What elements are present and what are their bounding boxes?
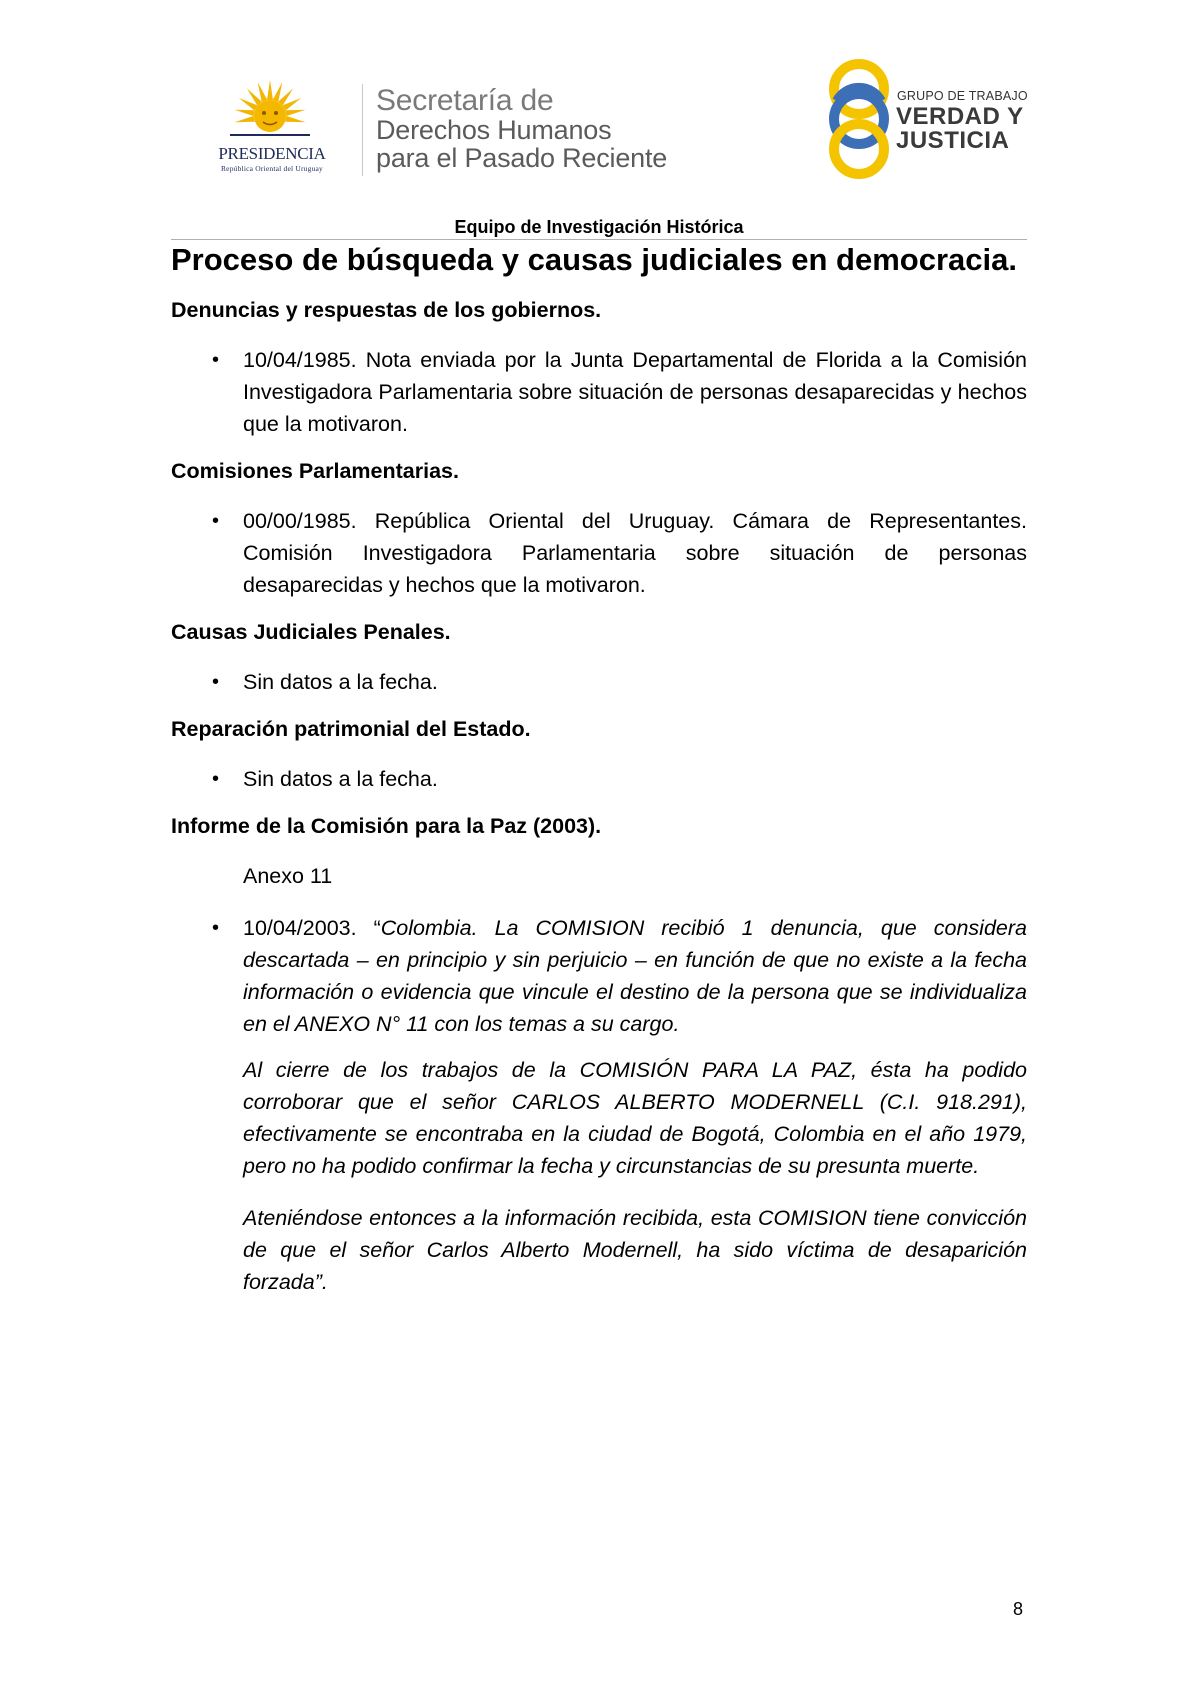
presidencia-subtitle: República Oriental del Uruguay — [220, 164, 323, 173]
presidencia-name: PRESIDENCIA — [218, 144, 326, 163]
bullet-list — [171, 666, 1027, 698]
verdad-label: VERDAD Y — [896, 103, 1024, 130]
bullet-icon: • — [212, 671, 220, 693]
anexo-label: Anexo 11 — [243, 864, 333, 888]
bullet-list — [171, 912, 1027, 1040]
grupo-trabajo-label: GRUPO DE TRABAJO — [897, 89, 1028, 103]
secretaria-line3: para el Pasado Reciente — [376, 143, 668, 173]
list-item — [171, 666, 1027, 698]
quote-date: 10/04/2003. “ — [243, 916, 381, 940]
bullet-list — [171, 344, 1027, 440]
team-name: Equipo de Investigación Histórica — [454, 217, 744, 237]
secretaria-line2: Derechos Humanos — [376, 115, 612, 145]
justicia-label: JUSTICIA — [896, 127, 1010, 154]
list-item — [171, 763, 1027, 795]
presidencia-logo — [192, 78, 352, 178]
secretaria-line1: Secretaría de — [376, 84, 554, 117]
page-header — [0, 0, 1190, 237]
header-rule — [171, 239, 1027, 240]
list-item-text: 10/04/1985. Nota enviada por la Junta Departamental de Florida a la Comisión Investigadora Parlamentaria sobre situación de personas desaparecidas y hechos que la motivaron. — [243, 348, 1027, 436]
section-heading-causas: Causas Judiciales Penales. — [171, 620, 451, 644]
logo-divider — [362, 84, 363, 176]
bullet-list — [171, 505, 1027, 601]
section-heading-comisiones: Comisiones Parlamentarias. — [171, 459, 459, 483]
section-heading-informe: Informe de la Comisión para la Paz (2003). — [171, 814, 602, 838]
section-heading-reparacion: Reparación patrimonial del Estado. — [171, 717, 531, 741]
document-body — [171, 241, 1027, 1318]
list-item — [171, 505, 1027, 601]
page-number: 8 — [1013, 1599, 1024, 1619]
list-item — [171, 912, 1027, 1040]
list-item-text: 00/00/1985. República Oriental del Uruguay. Cámara de Representantes. Comisión Investigadora Parlamentaria sobre situación de personas desaparecidas y hechos que la motivaron. — [243, 509, 1027, 597]
secretaria-logo-text — [376, 86, 667, 172]
quote-text: Colombia. La COMISION recibió 1 denuncia, que considera descartada – en principio y sin perjuicio – en función de que no existe a la fecha información o evidencia que vincule el destino de la persona que se individualiza en el ANEXO N° 11 con los temas a su cargo. — [243, 916, 1027, 1036]
interlocked-rings-icon — [825, 56, 893, 182]
quote-paragraph: Al cierre de los trabajos de la COMISIÓN PARA LA PAZ, ésta ha podido corroborar que el señor CARLOS ALBERTO MODERNELL (C.I. 918.291), efectivamente se encontraba en la ciudad de Bogotá, Colombia en el año 1979, pero no ha podido confirmar la fecha y circunstancias de su presunta muerte. — [243, 1058, 1027, 1178]
section-heading-denuncias: Denuncias y respuestas de los gobiernos. — [171, 298, 602, 322]
quote-paragraph: Ateniéndose entonces a la información recibida, esta COMISION tiene convicción de que el señor Carlos Alberto Modernell, ha sido víctima de desaparición forzada”. — [243, 1206, 1027, 1294]
document-title: Proceso de búsqueda y causas judiciales en democracia. — [171, 242, 1017, 277]
list-item-text: Sin datos a la fecha. — [243, 767, 438, 791]
bullet-icon: • — [212, 917, 220, 939]
list-item-text: Sin datos a la fecha. — [243, 670, 438, 694]
bullet-icon: • — [212, 768, 220, 790]
sun-emblem-icon — [230, 78, 310, 148]
verdad-justicia-logo — [825, 56, 1045, 184]
bullet-icon: • — [212, 349, 220, 371]
bullet-list — [171, 763, 1027, 795]
list-item — [171, 344, 1027, 440]
bullet-icon: • — [212, 510, 220, 532]
